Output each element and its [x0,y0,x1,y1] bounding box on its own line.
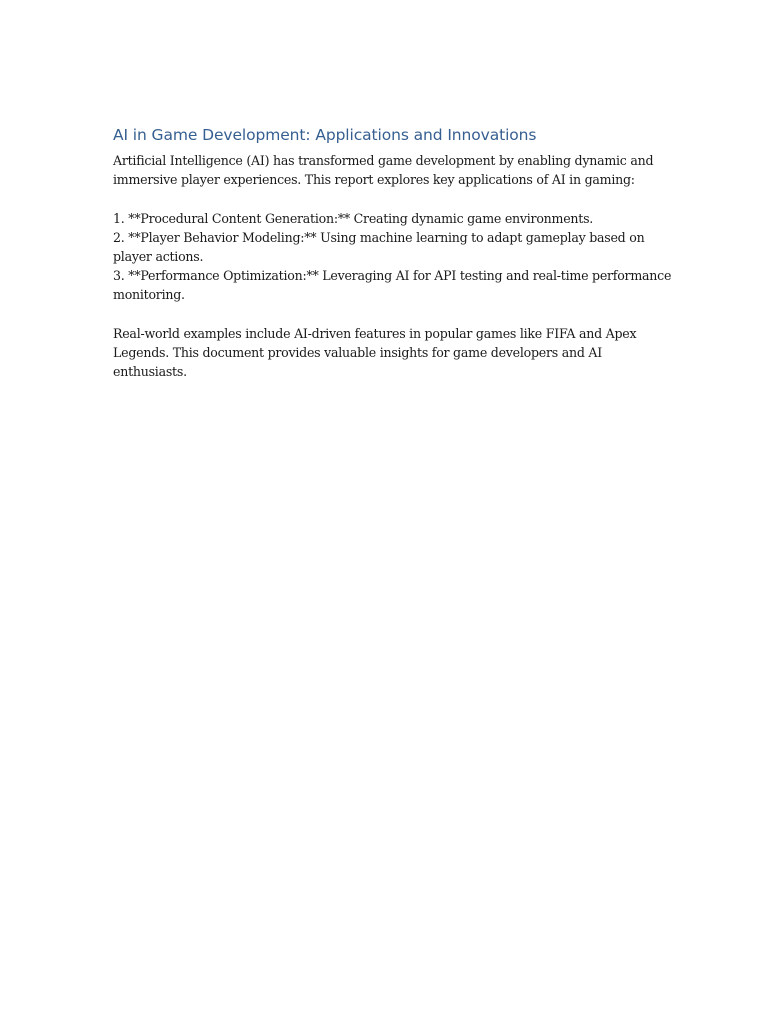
list-item-line: 2. **Player Behavior Modeling:** Using machine learning to adapt gameplay based on [113,229,645,245]
list-item-line: player actions. [113,249,204,264]
document-title: AI in Game Development: Applications and Innovations [113,126,537,144]
list-item-line: 1. **Procedural Content Generation:** Creating dynamic game environments. [113,210,594,226]
paragraph-spacer [113,305,673,324]
list-item [113,266,673,304]
intro-paragraph [113,151,673,189]
list-item [113,228,673,266]
list-item-line: 3. **Performance Optimization:** Leveraging AI for API testing and real-time performance [113,268,672,284]
closing-paragraph [113,324,673,382]
paragraph-spacer [113,189,673,208]
list-item [113,209,673,228]
closing-line: Legends. This document provides valuable insights for game developers and AI enthusiasts. [113,345,602,380]
closing-line: Real-world examples include AI-driven features in popular games like FIFA and Apex [113,325,637,341]
document-body [113,124,673,381]
intro-line: Artificial Intelligence (AI) has transformed game development by enabling dynamic and [113,153,654,168]
intro-line: immersive player experiences. This report explores key applications of AI in gaming: [113,172,635,188]
list-item-line: monitoring. [113,287,185,303]
applications-list [113,209,673,305]
